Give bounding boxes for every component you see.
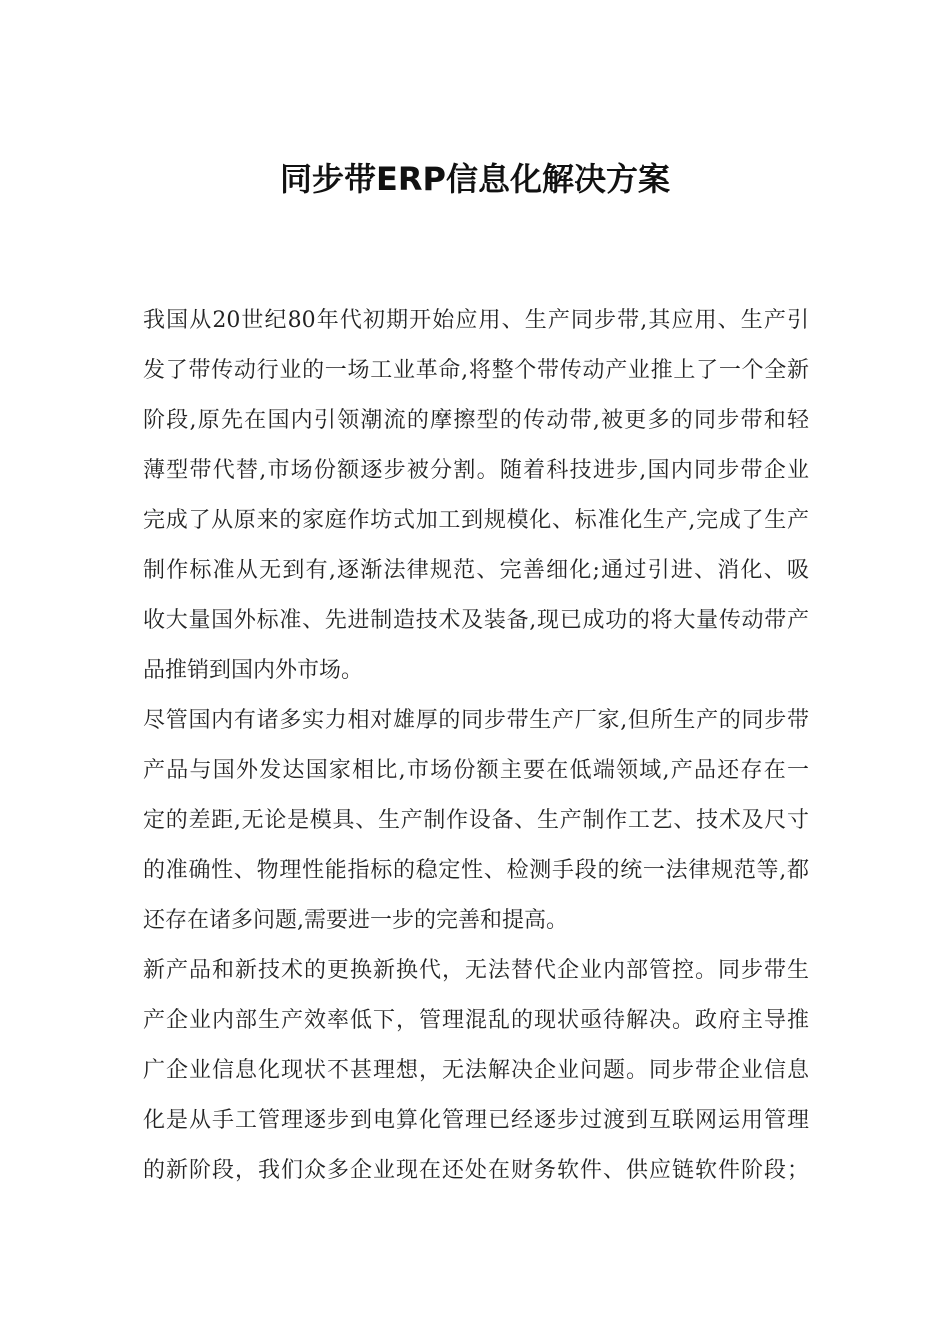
text-line: 阶段,原先在国内引领潮流的摩擦型的传动带,被更多的同步带和轻	[143, 408, 809, 433]
text-line: 产品与国外发达国家相比,市场份额主要在低端领域,产品还存在一	[143, 758, 809, 783]
text-line: 薄型带代替,市场份额逐步被分割。随着科技进步,国内同步带企业	[143, 458, 809, 483]
paragraph-gap	[143, 696, 809, 946]
text-line: 完成了从原来的家庭作坊式加工到规模化、标准化生产,完成了生产	[143, 508, 809, 533]
text-line: 收大量国外标准、先进制造技术及装备,现已成功的将大量传动带产	[143, 608, 809, 633]
text-line: 的新阶段，我们众多企业现在还处在财务软件、供应链软件阶段；	[143, 1158, 809, 1183]
paragraph-informatization	[143, 946, 809, 1196]
text-line: 还存在诸多问题,需要进一步的完善和提高。	[143, 908, 568, 933]
text-line: 品推销到国内外市场。	[143, 658, 364, 683]
paragraph-intro	[143, 296, 809, 696]
text-line: 产企业内部生产效率低下，管理混乱的现状亟待解决。政府主导推	[143, 1008, 809, 1033]
text-line: 我国从20世纪80年代初期开始应用、生产同步带,其应用、生产引	[143, 308, 809, 333]
document-body	[143, 296, 809, 1196]
text-line: 尽管国内有诸多实力相对雄厚的同步带生产厂家,但所生产的同步带	[143, 708, 809, 733]
text-line: 的准确性、物理性能指标的稳定性、检测手段的统一法律规范等,都	[143, 858, 809, 883]
text-line: 制作标准从无到有,逐渐法律规范、完善细化;通过引进、消化、吸	[143, 558, 809, 583]
text-line: 化是从手工管理逐步到电算化管理已经逐步过渡到互联网运用管理	[143, 1108, 809, 1133]
document-title: 同步带ERP信息化解决方案	[280, 160, 670, 198]
text-line: 广企业信息化现状不甚理想，无法解决企业问题。同步带企业信息	[143, 1058, 809, 1083]
text-line: 新产品和新技术的更换新换代，无法替代企业内部管控。同步带生	[143, 958, 809, 983]
text-line: 定的差距,无论是模具、生产制作设备、生产制作工艺、技术及尺寸	[143, 808, 809, 833]
text-line: 发了带传动行业的一场工业革命,将整个带传动产业推上了一个全新	[143, 358, 809, 383]
